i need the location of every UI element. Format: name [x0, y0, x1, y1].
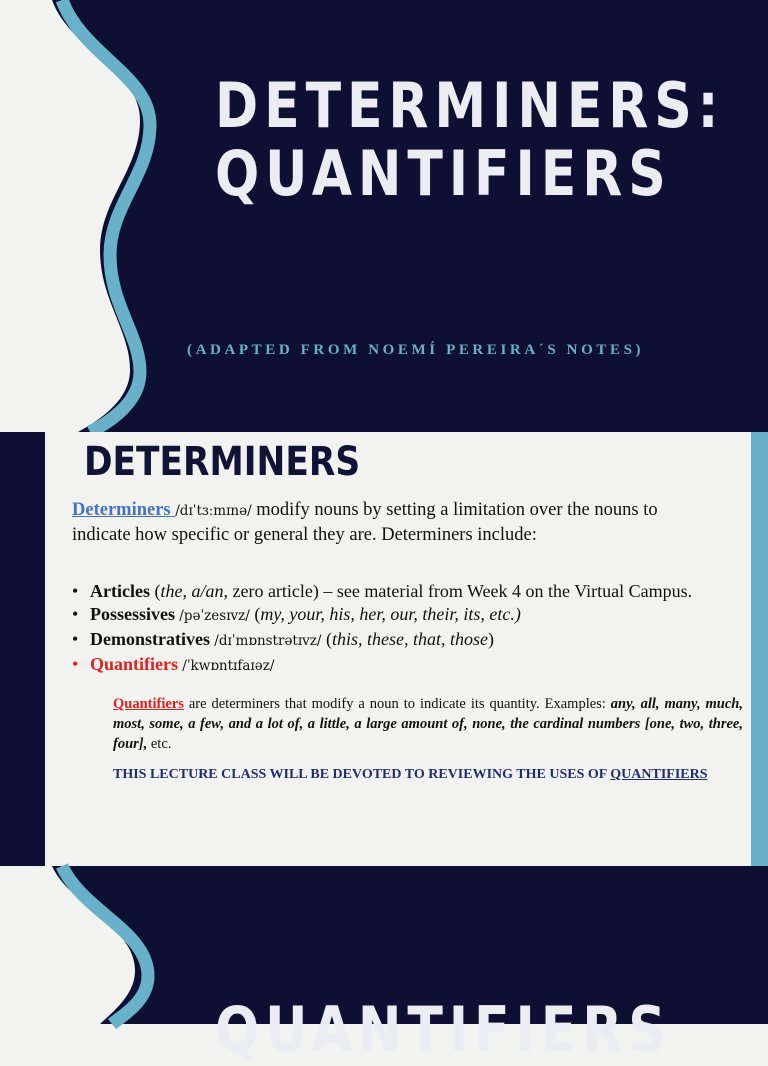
- slide-title: QUANTIFIERS: [215, 993, 672, 1066]
- paren-open: (: [321, 629, 332, 649]
- term-rest: ): [487, 629, 494, 649]
- bullet-marker: •: [72, 581, 79, 601]
- bullet-marker: •: [72, 654, 79, 674]
- term-examples: this, these, that, those: [331, 629, 488, 649]
- list-item-possessives: [72, 603, 712, 628]
- slide-title-line2: QUANTIFIERS: [215, 137, 672, 210]
- term-label: Possessives: [90, 604, 175, 624]
- determiner-types-list: [72, 580, 712, 678]
- definition-text: are determiners that modify a noun to indicate its quantity. Examples:: [183, 696, 611, 712]
- term-label: Quantifiers: [90, 654, 178, 674]
- term-ipa: /ˈkwɒntɪfaɪəz/: [178, 658, 275, 674]
- list-item-demonstratives: [72, 628, 712, 653]
- slide-title-line1: DETERMINERS:: [215, 69, 725, 142]
- bullet-marker: •: [72, 629, 79, 649]
- quantifiers-definition: [113, 694, 743, 754]
- quantifier-examples: any, all, many, much, most, some, a few, and a lot of, a little, a large amount of, none, the cardinal numbers [one, two, three, four],: [113, 696, 743, 752]
- lecture-note-link[interactable]: QUANTIFIERS: [610, 767, 708, 782]
- term-examples: my, your, his, her, our, their, its, etc.): [260, 604, 521, 624]
- term-rest: , zero article) – see material from Week 4 on the Virtual Campus.: [223, 581, 693, 601]
- term-label: Articles: [90, 581, 150, 601]
- lecture-note-prefix: THIS LECTURE CLASS WILL BE DEVOTED TO REVIEWING THE USES OF: [113, 767, 611, 782]
- bullet-marker: •: [72, 604, 79, 624]
- term-examples: the, a/an: [160, 581, 224, 601]
- slide-title: [215, 69, 725, 210]
- determiners-ipa: /dɪˈtɜːmɪnə/: [175, 503, 252, 519]
- definition-tail: etc.: [147, 736, 172, 752]
- list-item-articles: [72, 580, 712, 603]
- term-ipa: /dɪˈmɒnstrətɪvz/: [209, 633, 322, 649]
- quantifiers-link[interactable]: Quantifiers: [113, 696, 184, 712]
- section-heading: DETERMINERS: [84, 439, 361, 485]
- intro-paragraph: [72, 498, 712, 547]
- term-label: Demonstratives: [90, 629, 210, 649]
- list-item-quantifiers: [72, 653, 712, 678]
- lecture-note: [113, 767, 708, 783]
- left-accent-bar: [0, 432, 45, 866]
- right-accent-bar: [751, 432, 768, 866]
- quantifiers-slide: [0, 866, 768, 1066]
- wave-decoration: [0, 0, 190, 432]
- slide-subtitle: (ADAPTED FROM NOEMÍ PEREIRA´S NOTES): [187, 342, 645, 358]
- wave-decoration: [0, 866, 190, 1024]
- term-ipa: /pəˈzesɪvz/: [175, 608, 250, 624]
- paren-open: (: [149, 581, 161, 601]
- paren-open: (: [249, 604, 261, 624]
- title-slide: [0, 0, 768, 432]
- determiners-link[interactable]: Determiners: [72, 500, 176, 520]
- intro-text: modify nouns by setting a limitation over the nouns to indicate how specific or general they are. Determiners include:: [72, 500, 658, 545]
- determiners-slide: [0, 432, 768, 866]
